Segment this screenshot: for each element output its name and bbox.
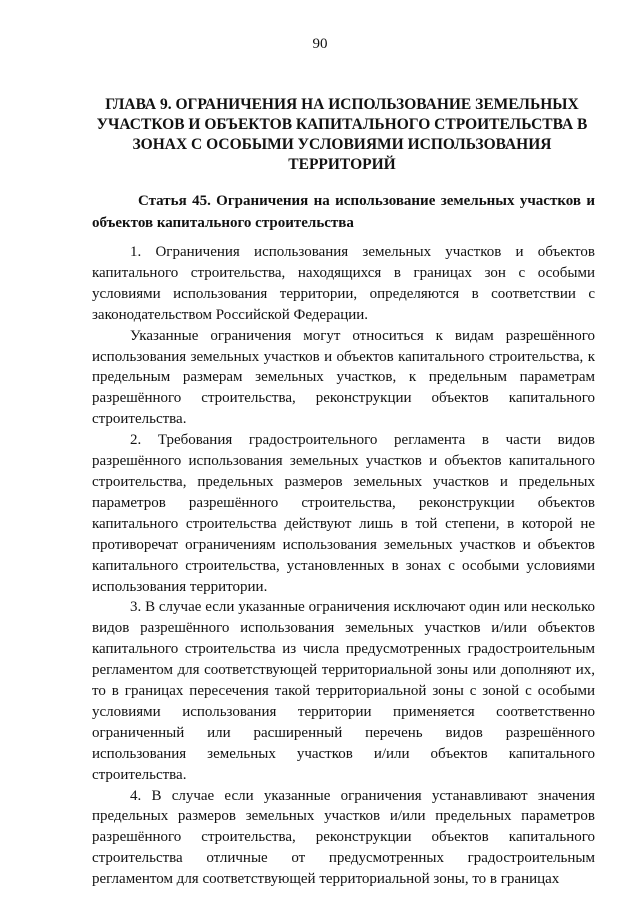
paragraph-3: 2. Требования градостроительного регламента в части видов разрешённого использования земельных участков и объектов капитального строительства, предельных размеров земельных участков и предельных параметров разрешённого строительства, реконструкции объектов капитального строительства действуют лишь в той степени, в которой не противоречат ограничениям использования земельных участков и объектов капитального строительства, установленных в зонах с особыми условиями использования территории. xyxy=(92,432,595,595)
chapter-title: ГЛАВА 9. ОГРАНИЧЕНИЯ НА ИСПОЛЬЗОВАНИЕ ЗЕМЕЛЬНЫХ УЧАСТКОВ И ОБЪЕКТОВ КАПИТАЛЬНОГО СТРОИТЕЛЬСТВА В ЗОНАХ С ОСОБЫМИ УСЛОВИЯМИ ИСПОЛЬЗОВАНИЯ ТЕРРИТОРИЙ xyxy=(96,96,588,173)
paragraph-4: 3. В случае если указанные ограничения исключают один или несколько видов разрешённого использования земельных участков и/или объектов капитального строительства из числа предусмотренных градостроительным регламентом для соответствующей территориальной зоны или дополняют их, то в границах пересечения такой территориальной зоны с зоной с особыми условиями использования территории применяется соответственно ограниченный или расширенный перечень видов разрешённого использования земельных участков и/или объектов капитального строительства. xyxy=(92,599,595,783)
article-body xyxy=(92,242,595,890)
paragraph-1: 1. Ограничения использования земельных участков и объектов капитального строительства, находящихся в границах зон с особыми условиями использования территории, определяются в соответствии с законодательством Российской Федерации. xyxy=(92,244,595,323)
page-number: 90 xyxy=(312,36,328,52)
paragraph-5: 4. В случае если указанные ограничения устанавливают значения предельных размеров земельных участков и/или предельных параметров разрешённого строительства, реконструкции объектов капитального строительства отличные от предусмотренных градостроительным регламентом для соответствующей территориальной зоны, то в границах xyxy=(92,787,595,888)
article-title: Статья 45. Ограничения на использование земельных участков и объектов капитального строительства xyxy=(92,193,595,231)
paragraph-2: Указанные ограничения могут относиться к видам разрешённого использования земельных участков и объектов капитального строительства, к предельным размерам земельных участков, к предельным параметрам разрешённого строительства, реконструкции объектов капитального строительства. xyxy=(92,327,595,428)
